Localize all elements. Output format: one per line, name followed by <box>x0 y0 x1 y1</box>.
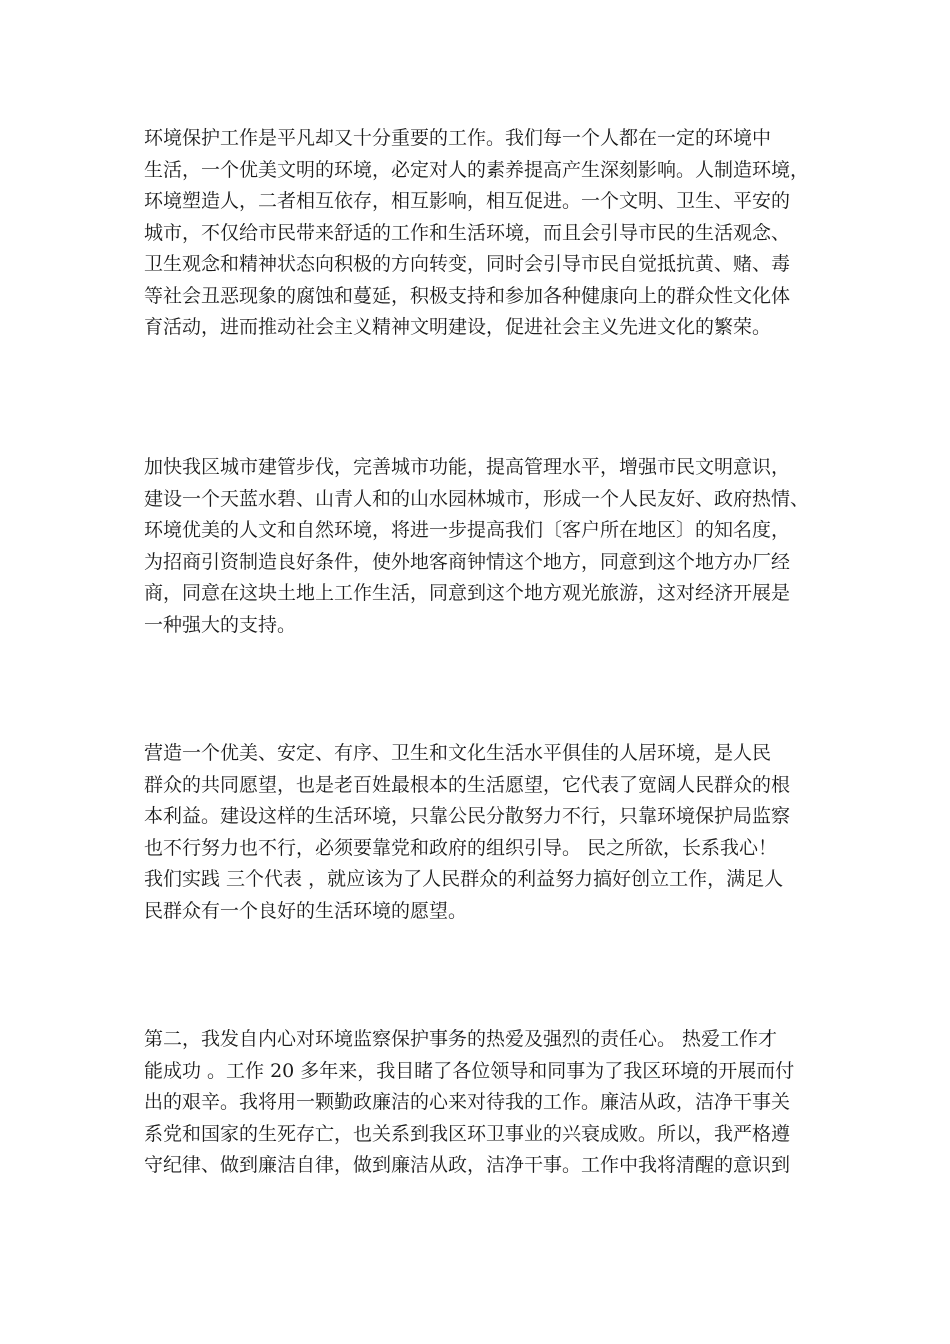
text-line: 环境保护工作是平凡却又十分重要的工作。我们每一个人都在一定的环境中 <box>144 127 772 149</box>
text-line: 本利益。建设这样的生活环境，只靠公民分散努力不行，只靠环境保护局监察 <box>144 805 791 827</box>
text-line: 我们实践 三个代表 ，就应该为了人民群众的利益努力搞好创立工作，满足人 <box>144 868 784 890</box>
paragraph-4 <box>144 1024 816 1182</box>
text-line: 能成功 。工作 20 多年来，我目睹了各位领导和同事为了我区环境的开展而付 <box>144 1059 795 1082</box>
paragraph-3 <box>144 738 816 927</box>
text-line: 等社会丑恶现象的腐蚀和蔓延，积极支持和参加各种健康向上的群众性文化体 <box>144 284 791 307</box>
text-line: 也不行努力也不行，必须要靠党和政府的组织引导。 民之所欲，长系我心！ <box>144 836 778 859</box>
text-line: 为招商引资制造良好条件，使外地客商钟情这个地方，同意到这个地方办厂经 <box>144 550 791 573</box>
text-line: 营造一个优美、安定、有序、卫生和文化生活水平俱佳的人居环境，是人民 <box>144 742 772 764</box>
text-line: 卫生观念和精神状态向积极的方向转变，同时会引导市民自觉抵抗黄、赌、毒 <box>144 253 791 275</box>
text-line: 守纪律、做到廉洁自律，做到廉洁从政，洁净干事。工作中我将清醒的意识到 <box>144 1154 791 1176</box>
paragraph-2 <box>144 452 816 641</box>
text-line: 加快我区城市建管步伐，完善城市功能，提高管理水平，增强市民文明意识， <box>144 456 791 478</box>
text-line: 城市，不仅给市民带来舒适的工作和生活环境，而且会引导市民的生活观念、 <box>144 221 791 244</box>
text-line: 群众的共同愿望，也是老百姓最根本的生活愿望，它代表了宽阔人民群众的根 <box>144 773 791 796</box>
paragraph-1 <box>144 123 816 344</box>
text-line: 环境优美的人文和自然环境，将进一步提高我们〔客户所在地区〕的知名度， <box>144 519 791 541</box>
text-line: 系党和国家的生死存亡，也关系到我区环卫事业的兴衰成败。所以，我严格遵 <box>144 1122 791 1145</box>
text-line: 环境塑造人，二者相互依存，相互影响，相互促进。一个文明、卫生、平安的 <box>144 190 791 212</box>
text-line: 出的艰辛。我将用一颗勤政廉洁的心来对待我的工作。廉洁从政，洁净干事关 <box>144 1091 791 1113</box>
text-line: 第二，我发自内心对环境监察保护事务的热爱及强烈的责任心。 热爱工作才 <box>144 1028 778 1050</box>
text-line: 民群众有一个良好的生活环境的愿望。 <box>144 899 468 922</box>
text-line: 生活，一个优美文明的环境，必定对人的素养提高产生深刻影响。人制造环境， <box>144 158 810 181</box>
text-line: 建设一个天蓝水碧、山青人和的山水园林城市，形成一个人民友好、政府热情、 <box>144 487 810 510</box>
text-line: 商，同意在这块土地上工作生活，同意到这个地方观光旅游，这对经济开展是 <box>144 582 791 604</box>
text-line: 一种强大的支持。 <box>144 613 297 636</box>
text-line: 育活动，进而推动社会主义精神文明建设，促进社会主义先进文化的繁荣。 <box>144 316 772 338</box>
